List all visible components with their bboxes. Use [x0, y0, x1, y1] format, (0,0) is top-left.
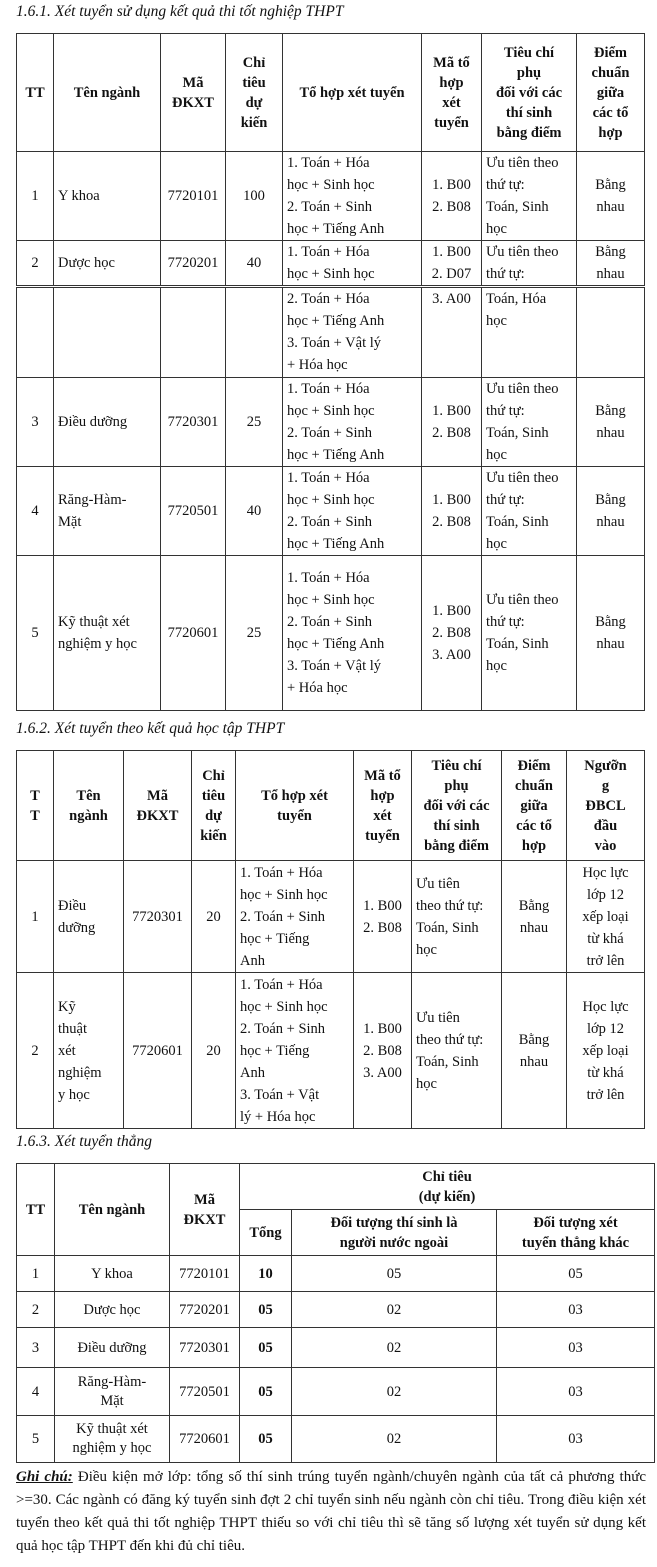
cell-combo-code: 1. B00 2. B08 — [354, 861, 412, 973]
cell-tt: 1 — [17, 861, 54, 973]
cell-name: Dược học — [54, 241, 161, 287]
header-score: Điểm chuẩn giữa các tổ hợp — [577, 34, 645, 152]
cell-combo-code: 1. B00 2. B08 — [422, 152, 482, 241]
cell-code: 7720601 — [161, 556, 226, 711]
note-label: Ghi chú: — [16, 1469, 73, 1485]
cell-quota: 20 — [192, 861, 236, 973]
cell-combo: 1. Toán + Hóa học + Sinh học 2. Toán + Sinh học + Tiếng Anh 3. Toán + Vật lý + Hóa học — [236, 973, 354, 1129]
section-title-2: 1.6.2. Xét tuyển theo kết quả học tập THPT — [16, 720, 285, 737]
cell-quota: 40 — [226, 241, 283, 287]
cell-criteria: Ưu tiên theo thứ tự: Toán, Sinh học — [482, 378, 577, 467]
cell-quota: 20 — [192, 973, 236, 1129]
cell-tt: 1 — [17, 1256, 55, 1292]
cell-tt: 4 — [17, 1368, 55, 1416]
cell-combo-code: 1. B00 2. D07 — [422, 241, 482, 287]
cell-combo-code: 1. B00 2. B08 3. A00 — [354, 973, 412, 1129]
section-title-3: 1.6.3. Xét tuyển thẳng — [16, 1133, 153, 1150]
table-direct-admission — [16, 1163, 655, 1463]
table-row — [17, 152, 645, 241]
cell-criteria: Toán, Hóa học — [482, 287, 577, 378]
header-code: Mã ĐKXT — [161, 34, 226, 152]
cell-total: 05 — [240, 1368, 292, 1416]
table-row — [17, 287, 645, 378]
header-name: Tên ngành — [54, 34, 161, 152]
cell-combo: 1. Toán + Hóa học + Sinh học 2. Toán + Sinh học + Tiếng Anh — [283, 378, 422, 467]
cell-tt: 2 — [17, 241, 54, 287]
header-tt: T T — [17, 751, 54, 861]
cell-total: 05 — [240, 1416, 292, 1463]
cell-foreign: 02 — [292, 1292, 497, 1328]
cell-combo: 1. Toán + Hóa học + Sinh học — [283, 241, 422, 287]
table-exam-results — [16, 33, 645, 711]
cell-combo-code: 1. B00 2. B08 — [422, 467, 482, 556]
cell-tt: 5 — [17, 556, 54, 711]
table-row — [17, 378, 645, 467]
cell-other: 03 — [497, 1368, 655, 1416]
cell-quota: 25 — [226, 378, 283, 467]
cell-tt: 4 — [17, 467, 54, 556]
cell-code: 7720201 — [161, 241, 226, 287]
header-tt: TT — [17, 34, 54, 152]
cell-code: 7720201 — [170, 1292, 240, 1328]
header-code: Mã ĐKXT — [124, 751, 192, 861]
cell-code: 7720601 — [170, 1416, 240, 1463]
cell-quota: 40 — [226, 467, 283, 556]
cell-name: Điều dưỡng — [54, 861, 124, 973]
cell-score: Bằng nhau — [577, 241, 645, 287]
header-combo: Tổ hợp xét tuyển — [283, 34, 422, 152]
cell-tt: 3 — [17, 1328, 55, 1368]
table-header-row — [17, 1164, 655, 1210]
cell-score: Bằng nhau — [577, 152, 645, 241]
cell-other: 03 — [497, 1416, 655, 1463]
cell-other: 05 — [497, 1256, 655, 1292]
cell-quota: 100 — [226, 152, 283, 241]
cell-name: Kỹ thuật xét nghiệm y học — [55, 1416, 170, 1463]
cell-tt: 5 — [17, 1416, 55, 1463]
cell-total: 10 — [240, 1256, 292, 1292]
cell-foreign: 02 — [292, 1368, 497, 1416]
table-row — [17, 556, 645, 711]
cell-code — [161, 287, 226, 378]
cell-name: Răng-Hàm- Mặt — [55, 1368, 170, 1416]
cell-code: 7720301 — [161, 378, 226, 467]
header-foreign: Đối tượng thí sinh là người nước ngoài — [292, 1210, 497, 1256]
header-combo-code: Mã tổ hợp xét tuyển — [354, 751, 412, 861]
cell-combo: 1. Toán + Hóa học + Sinh học 2. Toán + Sinh học + Tiếng Anh — [283, 467, 422, 556]
cell-other: 03 — [497, 1328, 655, 1368]
cell-total: 05 — [240, 1328, 292, 1368]
cell-code: 7720601 — [124, 973, 192, 1129]
header-threshold: Ngưỡn g ĐBCL đầu vào — [567, 751, 645, 861]
cell-name: Điều dưỡng — [55, 1328, 170, 1368]
cell-name: Kỹ thuật xét nghiệm y học — [54, 556, 161, 711]
header-score: Điểm chuẩn giữa các tổ hợp — [502, 751, 567, 861]
cell-combo-code: 3. A00 — [422, 287, 482, 378]
header-total: Tổng — [240, 1210, 292, 1256]
cell-criteria: Ưu tiên theo thứ tự: — [482, 241, 577, 287]
header-other: Đối tượng xét tuyển thẳng khác — [497, 1210, 655, 1256]
table-row — [17, 1416, 655, 1463]
cell-name: Dược học — [55, 1292, 170, 1328]
cell-criteria: Ưu tiên theo thứ tự: Toán, Sinh học — [412, 861, 502, 973]
cell-quota — [226, 287, 283, 378]
cell-combo-code: 1. B00 2. B08 — [422, 378, 482, 467]
cell-tt — [17, 287, 54, 378]
cell-total: 05 — [240, 1292, 292, 1328]
header-quota: Chỉ tiêu dự kiến — [226, 34, 283, 152]
table-row — [17, 973, 645, 1129]
cell-tt: 2 — [17, 973, 54, 1129]
table-row — [17, 861, 645, 973]
cell-criteria: Ưu tiên theo thứ tự: Toán, Sinh học — [482, 556, 577, 711]
cell-name: Răng-Hàm- Mặt — [54, 467, 161, 556]
cell-criteria: Ưu tiên theo thứ tự: Toán, Sinh học — [482, 467, 577, 556]
cell-combo: 1. Toán + Hóa học + Sinh học 2. Toán + Sinh học + Tiếng Anh — [283, 152, 422, 241]
table-row — [17, 1328, 655, 1368]
header-combo: Tổ hợp xét tuyển — [236, 751, 354, 861]
cell-other: 03 — [497, 1292, 655, 1328]
cell-score: Bằng nhau — [502, 973, 567, 1129]
table-row — [17, 1368, 655, 1416]
cell-foreign: 02 — [292, 1416, 497, 1463]
note-text: Điều kiện mở lớp: tổng số thí sinh trúng tuyển ngành/chuyên ngành của tất cả phương thức >=30. Các ngành có đăng ký tuyển sinh đợt 2 chỉ tuyển sinh nếu ngành còn chỉ tiêu. Trong điều kiện xét tuyển theo kết quả thi tốt nghiệp THPT thiếu so với chỉ tiêu thì sẽ tăng số lượng xét tuyển sử dụng kết quả học tập THPT đến khi đủ chỉ tiêu. — [16, 1469, 646, 1554]
cell-threshold: Học lực lớp 12 xếp loại từ khá trở lên — [567, 861, 645, 973]
table-study-results — [16, 750, 645, 1129]
cell-score: Bằng nhau — [577, 556, 645, 711]
table-header-row — [17, 751, 645, 861]
table-row — [17, 1292, 655, 1328]
section-title-1: 1.6.1. Xét tuyển sử dụng kết quả thi tốt nghiệp THPT — [16, 3, 344, 20]
cell-code: 7720301 — [170, 1328, 240, 1368]
cell-foreign: 05 — [292, 1256, 497, 1292]
cell-combo: 1. Toán + Hóa học + Sinh học 2. Toán + Sinh học + Tiếng Anh 3. Toán + Vật lý + Hóa học — [283, 556, 422, 711]
table-row — [17, 241, 645, 287]
header-code: Mã ĐKXT — [170, 1164, 240, 1256]
cell-name: Kỹ thuật xét nghiệm y học — [54, 973, 124, 1129]
cell-name: Điều dưỡng — [54, 378, 161, 467]
cell-code: 7720301 — [124, 861, 192, 973]
cell-score — [577, 287, 645, 378]
cell-quota: 25 — [226, 556, 283, 711]
cell-name — [54, 287, 161, 378]
cell-combo: 2. Toán + Hóa học + Tiếng Anh 3. Toán + Vật lý + Hóa học — [283, 287, 422, 378]
cell-threshold: Học lực lớp 12 xếp loại từ khá trở lên — [567, 973, 645, 1129]
cell-code: 7720501 — [170, 1368, 240, 1416]
header-combo-code: Mã tổ hợp xét tuyển — [422, 34, 482, 152]
table-header-row — [17, 34, 645, 152]
header-quota: Chỉ tiêu dự kiến — [192, 751, 236, 861]
header-quota-group: Chỉ tiêu (dự kiến) — [240, 1164, 655, 1210]
header-name: Tên ngành — [54, 751, 124, 861]
cell-score: Bằng nhau — [502, 861, 567, 973]
header-criteria: Tiêu chí phụ đối với các thí sinh bằng điểm — [482, 34, 577, 152]
header-tt: TT — [17, 1164, 55, 1256]
cell-tt: 3 — [17, 378, 54, 467]
cell-combo-code: 1. B00 2. B08 3. A00 — [422, 556, 482, 711]
cell-foreign: 02 — [292, 1328, 497, 1368]
header-name: Tên ngành — [55, 1164, 170, 1256]
cell-criteria: Ưu tiên theo thứ tự: Toán, Sinh học — [482, 152, 577, 241]
cell-criteria: Ưu tiên theo thứ tự: Toán, Sinh học — [412, 973, 502, 1129]
cell-name: Y khoa — [54, 152, 161, 241]
cell-tt: 1 — [17, 152, 54, 241]
cell-code: 7720501 — [161, 467, 226, 556]
cell-name: Y khoa — [55, 1256, 170, 1292]
cell-code: 7720101 — [170, 1256, 240, 1292]
cell-code: 7720101 — [161, 152, 226, 241]
cell-score: Bằng nhau — [577, 378, 645, 467]
cell-combo: 1. Toán + Hóa học + Sinh học 2. Toán + Sinh học + Tiếng Anh — [236, 861, 354, 973]
header-criteria: Tiêu chí phụ đối với các thí sinh bằng điểm — [412, 751, 502, 861]
cell-score: Bằng nhau — [577, 467, 645, 556]
table-row — [17, 467, 645, 556]
cell-tt: 2 — [17, 1292, 55, 1328]
table-row — [17, 1256, 655, 1292]
note-paragraph — [16, 1466, 646, 1558]
